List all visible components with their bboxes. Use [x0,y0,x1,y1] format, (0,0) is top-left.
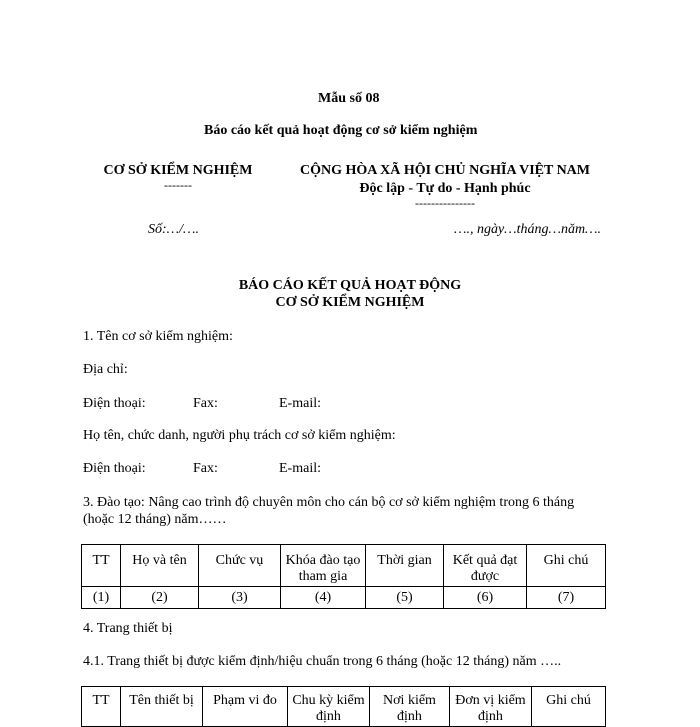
equipment-header-cell: Nơi kiểm định [370,687,450,727]
training-number-cell: (1) [82,587,121,609]
training-header-cell: Khóa đào tạo tham gia [281,545,366,587]
head-fax-label: Fax: [193,461,218,476]
address-label: Địa chỉ: [83,362,128,377]
left-org-name: CƠ SỞ KIỂM NGHIỆM [103,163,253,178]
left-org-rule: ------- [164,178,192,192]
fax-label: Fax: [193,396,218,411]
phone-label: Điện thoại: [83,396,146,411]
report-title-line2: CƠ SỞ KIỂM NGHIỆM [275,295,425,310]
training-number-cell: (5) [366,587,444,609]
training-header-cell: Họ và tên [121,545,199,587]
equipment-section-title: 4. Trang thiết bị [83,621,173,636]
training-number-cell: (4) [281,587,366,609]
training-number-row [82,587,606,609]
form-subtitle: Báo cáo kết quả hoạt động cơ sở kiểm nghiệm [204,123,478,138]
training-header-cell: Ghi chú [527,545,606,587]
equipment-table [81,686,606,727]
report-title-line1: BÁO CÁO KẾT QUẢ HOẠT ĐỘNG [238,278,462,293]
head-person-label: Họ tên, chức danh, người phụ trách cơ sở kiểm nghiệm: [83,428,396,443]
training-number-cell: (3) [199,587,281,609]
motto-rule: --------------- [415,196,475,210]
head-email-label: E-mail: [279,461,321,476]
facility-name-label: 1. Tên cơ sở kiểm nghiệm: [83,329,233,344]
training-header-cell: TT [82,545,121,587]
equipment-header-row [82,687,606,727]
form-number: Mẫu số 08 [318,91,380,106]
date-line: …., ngày…tháng…năm…. [454,222,602,237]
training-number-cell: (6) [444,587,527,609]
training-number-cell: (7) [527,587,606,609]
training-header-cell: Chức vụ [199,545,281,587]
national-motto: Độc lập - Tự do - Hạnh phúc [359,181,531,196]
training-header-cell: Kết quả đạt được [444,545,527,587]
email-label: E-mail: [279,396,321,411]
head-phone-label: Điện thoại: [83,461,146,476]
equipment-header-cell: TT [82,687,121,727]
equipment-header-cell: Ghi chú [532,687,606,727]
equipment-header-cell: Đơn vị kiểm định [450,687,532,727]
training-section-line2: (hoặc 12 tháng) năm…… [83,512,227,527]
equipment-header-cell: Phạm vi đo [203,687,288,727]
equipment-header-cell: Tên thiết bị [121,687,203,727]
training-section-line1: 3. Đào tạo: Nâng cao trình độ chuyên môn cho cán bộ cơ sở kiểm nghiệm trong 6 tháng [83,495,575,510]
training-table [81,544,606,609]
document-number: Số:…/…. [148,222,199,237]
country-name: CỘNG HÒA XÃ HỘI CHỦ NGHĨA VIỆT NAM [299,163,590,178]
equipment-header-cell: Chu kỳ kiểm định [288,687,370,727]
training-header-cell: Thời gian [366,545,444,587]
calibrated-equipment-title: 4.1. Trang thiết bị được kiểm định/hiệu chuẩn trong 6 tháng (hoặc 12 tháng) năm ….. [83,654,562,669]
training-header-row [82,545,606,587]
training-number-cell: (2) [121,587,199,609]
